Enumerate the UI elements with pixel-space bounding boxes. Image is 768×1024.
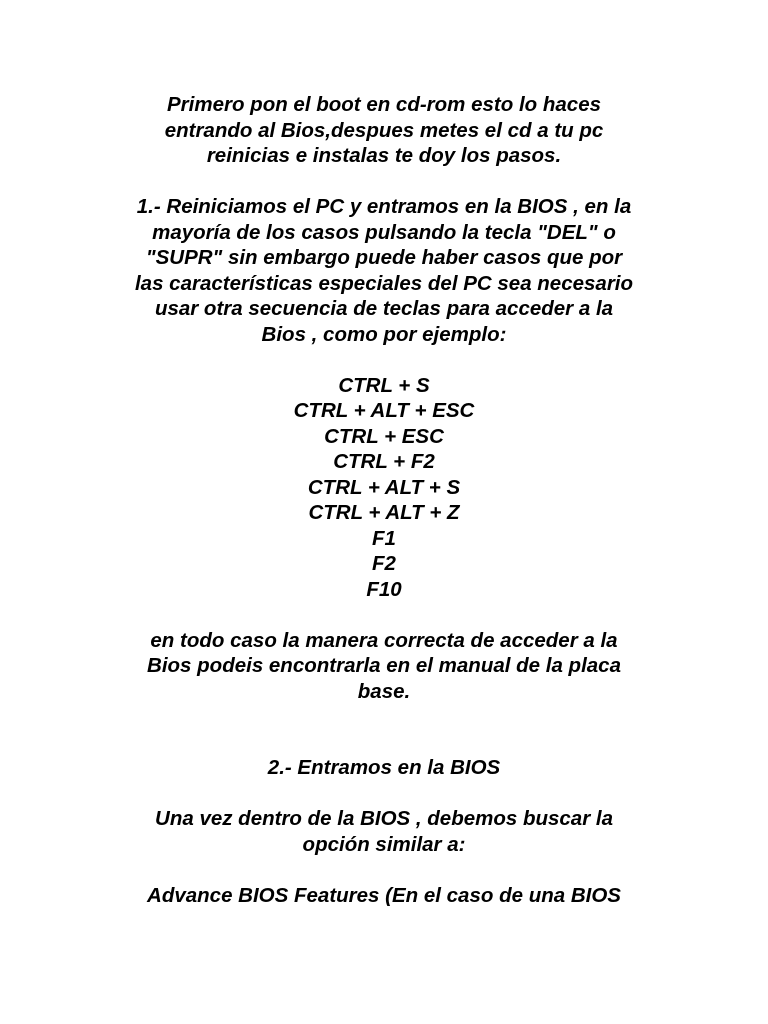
paragraph-gap — [0, 857, 768, 883]
text-line: Una vez dentro de la BIOS , debemos buscar la — [155, 807, 613, 830]
paragraph-gap — [0, 781, 768, 807]
key-combo: CTRL + ALT + S — [307, 475, 461, 499]
text-line: Bios , como por ejemplo: — [261, 322, 507, 346]
key-combo: CTRL + ALT + Z — [308, 501, 460, 524]
text-line: Primero pon el boot en cd-rom esto lo haces — [167, 93, 601, 116]
advance-bios-line: Advance BIOS Features (En el caso de una BIOS — [147, 883, 621, 907]
text-line: base. — [357, 679, 411, 703]
step2-heading: 2.- Entramos en la BIOS — [267, 756, 501, 779]
text-line: entrando al Bios,despues metes el cd a tu pc — [164, 118, 604, 142]
key-combo: CTRL + S — [338, 373, 430, 397]
intro-paragraph — [0, 92, 768, 169]
paragraph-gap — [0, 602, 768, 628]
text-line: opción similar a: — [302, 832, 466, 856]
text-line: Bios podeis encontrarla en el manual de la placa — [147, 654, 621, 677]
step1-paragraph — [0, 194, 768, 347]
text-line: "SUPR" sin embargo puede haber casos que por — [145, 246, 623, 269]
paragraph-gap — [0, 347, 768, 373]
key-combo: F10 — [366, 577, 402, 601]
text-line: 1.- Reiniciamos el PC y entramos en la BIOS , en la — [136, 195, 632, 218]
text-line: en todo caso la manera correcta de acceder a la — [150, 628, 618, 652]
manual-note-paragraph — [0, 628, 768, 705]
key-combo-list — [0, 373, 768, 603]
text-line: las características especiales del PC sea necesario — [134, 271, 634, 295]
key-combo: CTRL + ESC — [324, 424, 444, 448]
text-line: reinicias e instalas te doy los pasos. — [206, 144, 562, 167]
paragraph-gap — [0, 704, 768, 755]
key-combo: CTRL + ALT + ESC — [293, 399, 475, 422]
paragraph-gap — [0, 169, 768, 195]
text-line: mayoría de los casos pulsando la tecla "DEL" o — [152, 220, 616, 244]
key-combo: F1 — [372, 526, 396, 550]
step2-paragraph — [0, 806, 768, 857]
key-combo: F2 — [372, 552, 396, 575]
text-line: usar otra secuencia de teclas para acceder a la — [154, 297, 614, 320]
key-combo: CTRL + F2 — [333, 450, 435, 473]
